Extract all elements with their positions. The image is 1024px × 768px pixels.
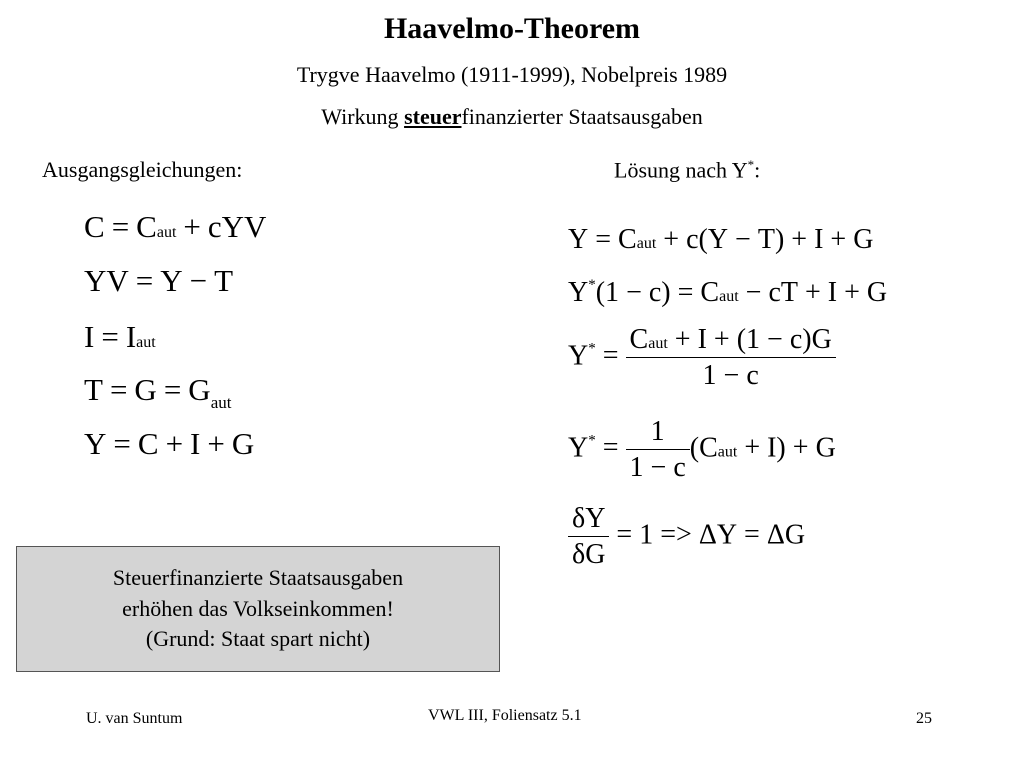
right-heading: Lösung nach Y*: xyxy=(614,157,761,183)
slide-subtitle: Trygve Haavelmo (1911-1999), Nobelpreis 1989 xyxy=(296,62,728,87)
fraction: $\frac{\text{Caut + I + (1 − c)G}}{1 - c}$ xyxy=(626,326,836,390)
slide-title: Haavelmo-Theorem xyxy=(383,12,641,45)
conclusion-line-3: (Grund: Staat spart nicht) xyxy=(145,626,371,652)
solution-step-4: Y* = $\frac{1}{1 - c}$ (Caut + I) + G xyxy=(568,416,836,483)
solution-step-1: Y = Caut + c(Y − T) + I + G xyxy=(568,224,874,255)
conclusion-box xyxy=(16,546,500,672)
footer-course: VWL III, Foliensatz 5.1 xyxy=(428,707,582,724)
slide-effect-line xyxy=(0,104,1024,130)
effect-emphasis: steuer xyxy=(404,104,462,129)
fraction: $\frac{1}{1 - c}$ xyxy=(626,418,690,482)
equation-disposable-income: YV = Y − T xyxy=(84,263,234,298)
solution-step-2: Y*(1 − c) = Caut − cT + I + G xyxy=(568,277,888,308)
conclusion-line-2: erhöhen das Volkseinkommen! xyxy=(122,595,394,621)
footer-page-number: 25 xyxy=(916,710,932,727)
solution-step-3: Y* = $\frac{\text{Caut + I + (1 − c)G}}{1 - c}$ xyxy=(568,326,836,390)
equation-taxes: $T = G = G_{aut}$ xyxy=(84,372,232,412)
left-heading: Ausgangsgleichungen: xyxy=(42,157,243,182)
conclusion-line-1: Steuerfinanzierte Staatsausgaben xyxy=(112,564,404,590)
equation-investment: I = Iaut xyxy=(84,319,156,354)
solution-step-5: $\frac{\delta Y}{\delta G}$ = 1 => ΔY = ΔG xyxy=(568,505,805,569)
effect-pre: Wirkung xyxy=(321,104,405,129)
equation-income: Y = C + I + G xyxy=(84,426,255,461)
footer-author: U. van Suntum xyxy=(86,710,183,727)
equation-consumption: C = Caut + cYV xyxy=(84,209,267,244)
fraction: $\frac{\delta Y}{\delta G}$ xyxy=(568,505,609,569)
effect-post: finanzierter Staatsausgaben xyxy=(461,104,703,129)
